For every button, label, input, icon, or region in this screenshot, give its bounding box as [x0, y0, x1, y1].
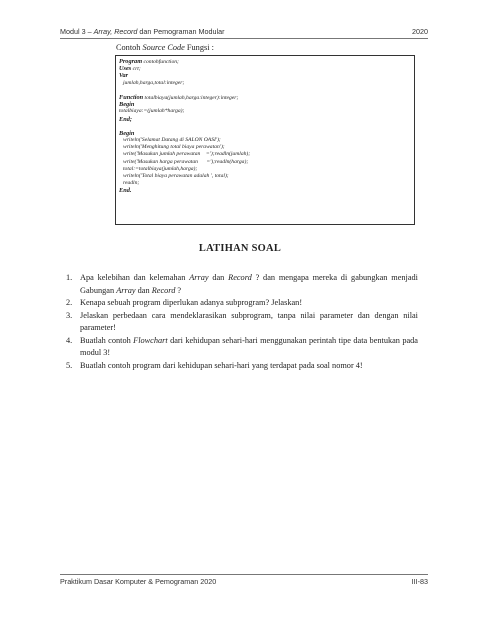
header-divider	[60, 38, 428, 39]
question-item	[66, 272, 418, 297]
code-line-body: writeln('Total biaya perawatan adalah ', total);	[123, 173, 229, 179]
question-text: Apa kelebihan dan kelemahan Array dan Record ? dan mengapa mereka di gabungkan menjadi Gabungan Array dan Record ?	[80, 273, 418, 295]
header-module-title: Modul 3 – Array, Record dan Pemograman Modular	[60, 27, 225, 36]
code-line-assign: totalbiaya:=(jumlah*harga);	[119, 108, 185, 115]
question-list	[66, 272, 418, 372]
question-item	[66, 360, 418, 373]
code-line-var-decl: jumlah,harga,total:integer;	[123, 79, 185, 86]
question-text: Jelaskan perbedaan cara mendeklarasikan subprogram, tanpa nilai parameter dan dengan nilai parameter!	[80, 310, 418, 332]
code-line-end-main: End.	[119, 187, 132, 195]
question-number: 3.	[66, 310, 73, 320]
question-item	[66, 310, 418, 335]
page-footer	[60, 577, 428, 589]
section-title: LATIHAN SOAL	[198, 243, 282, 254]
code-line-begin-main: Begin	[119, 129, 135, 137]
code-line-body: total:=totalbiaya(jumlah,harga);	[123, 165, 198, 172]
question-number: 2.	[66, 298, 73, 307]
code-line-uses: Uses crt;	[119, 65, 141, 73]
code-line-blank	[119, 123, 414, 130]
footer-divider	[60, 574, 428, 575]
page-number: III-83	[411, 577, 428, 586]
code-line-body: write('Masukan jumlah perawatan =');readln(jumlah);	[123, 151, 251, 158]
code-line-begin-function: Begin	[119, 101, 135, 109]
code-line-body: writeln('Menghitung total biaya perawatan');	[123, 144, 225, 151]
code-line-var: Var	[119, 72, 129, 80]
source-code-box	[115, 55, 415, 225]
code-caption: Contoh Source Code Fungsi :	[116, 43, 214, 52]
footer-course-title: Praktikum Dasar Komputer & Pemograman 2020	[60, 577, 217, 586]
question-text: Buatlah contoh program dari kehidupan sehari-hari yang terdapat pada soal nomor 4!	[80, 360, 363, 370]
question-number: 4.	[66, 335, 73, 345]
question-number: 1.	[66, 273, 73, 282]
code-line-body: readln;	[123, 180, 140, 187]
question-item	[66, 335, 418, 360]
code-line-body: write('Masukan harga perawatan =');readln(harga);	[123, 158, 249, 165]
question-text: Buatlah contoh Flowchart dari kehidupan sehari-hari menggunakan perintah tipe data bentukan pada modul 3!	[80, 335, 418, 357]
code-line-end-function: End;	[119, 115, 132, 123]
question-number: 5.	[66, 360, 73, 370]
code-line-function: Function totalbiaya(jumlah,harga:integer):integer;	[119, 93, 239, 101]
question-item	[66, 297, 418, 310]
code-line-body: writeln('Selamat Datang di SALON OASI');	[123, 137, 221, 144]
question-text: Kenapa sebuah program diperlukan adanya subprogram? Jelaskan!	[80, 298, 303, 307]
code-line-blank	[119, 87, 414, 94]
header-year: 2020	[412, 27, 428, 36]
code-line-program: Program contohfunction;	[119, 58, 179, 65]
